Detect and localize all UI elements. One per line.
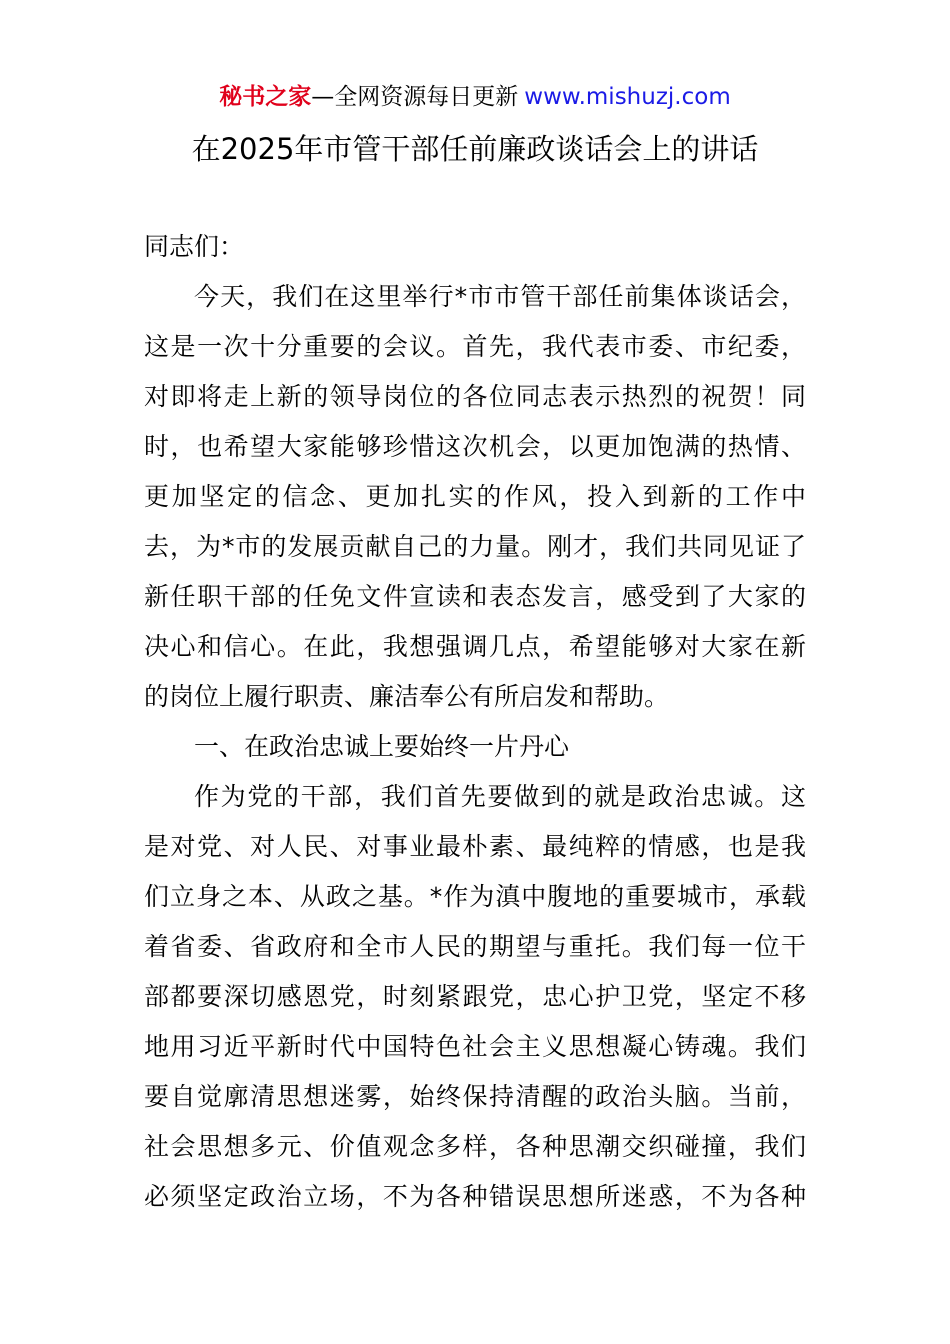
text-line: 新任职干部的任免文件宣读和表态发言，感受到了大家的 (144, 582, 806, 611)
document-body (144, 222, 806, 1222)
site-brand: 秘书之家 (219, 84, 312, 110)
text-line: 是对党、对人民、对事业最朴素、最纯粹的情感，也是我 (144, 832, 806, 861)
text-line: 作为党的干部，我们首先要做到的就是政治忠诚。这 (194, 782, 806, 811)
site-url-link[interactable]: www.mishuzj.com (524, 84, 731, 110)
text-line: 对即将走上新的领导岗位的各位同志表示热烈的祝贺！同 (144, 382, 806, 411)
text-line: 时，也希望大家能够珍惜这次机会，以更加饱满的热情、 (144, 432, 806, 461)
site-tagline: —全网资源每日更新 (311, 84, 519, 110)
text-line: 社会思想多元、价值观念多样，各种思潮交织碰撞，我们 (144, 1132, 806, 1161)
text-line: 地用习近平新时代中国特色社会主义思想凝心铸魂。我们 (144, 1032, 806, 1061)
text-line: 更加坚定的信念、更加扎实的作风，投入到新的工作中 (144, 482, 806, 511)
site-header (0, 80, 950, 114)
text-line: 们立身之本、从政之基。*作为滇中腹地的重要城市，承载 (144, 882, 806, 911)
text-line: 部都要深切感恩党，时刻紧跟党，忠心护卫党，坚定不移 (144, 982, 806, 1011)
document-title: 在2025年市管干部任前廉政谈话会上的讲话 (191, 132, 759, 166)
text-line: 决心和信心。在此，我想强调几点，希望能够对大家在新 (144, 632, 806, 661)
text-line: 必须坚定政治立场，不为各种错误思想所迷惑，不为各种 (144, 1182, 806, 1211)
text-line: 一、在政治忠诚上要始终一片丹心 (194, 732, 570, 761)
text-line: 同志们： (144, 232, 245, 261)
text-line: 去，为*市的发展贡献自己的力量。刚才，我们共同见证了 (144, 532, 806, 561)
text-line: 的岗位上履行职责、廉洁奉公有所启发和帮助。 (144, 682, 670, 711)
text-line: 这是一次十分重要的会议。首先，我代表市委、市纪委， (144, 332, 806, 361)
text-line: 着省委、省政府和全市人民的期望与重托。我们每一位干 (144, 932, 806, 961)
text-line: 今天，我们在这里举行*市市管干部任前集体谈话会， (194, 282, 806, 311)
text-line: 要自觉廓清思想迷雾，始终保持清醒的政治头脑。当前， (144, 1082, 806, 1111)
